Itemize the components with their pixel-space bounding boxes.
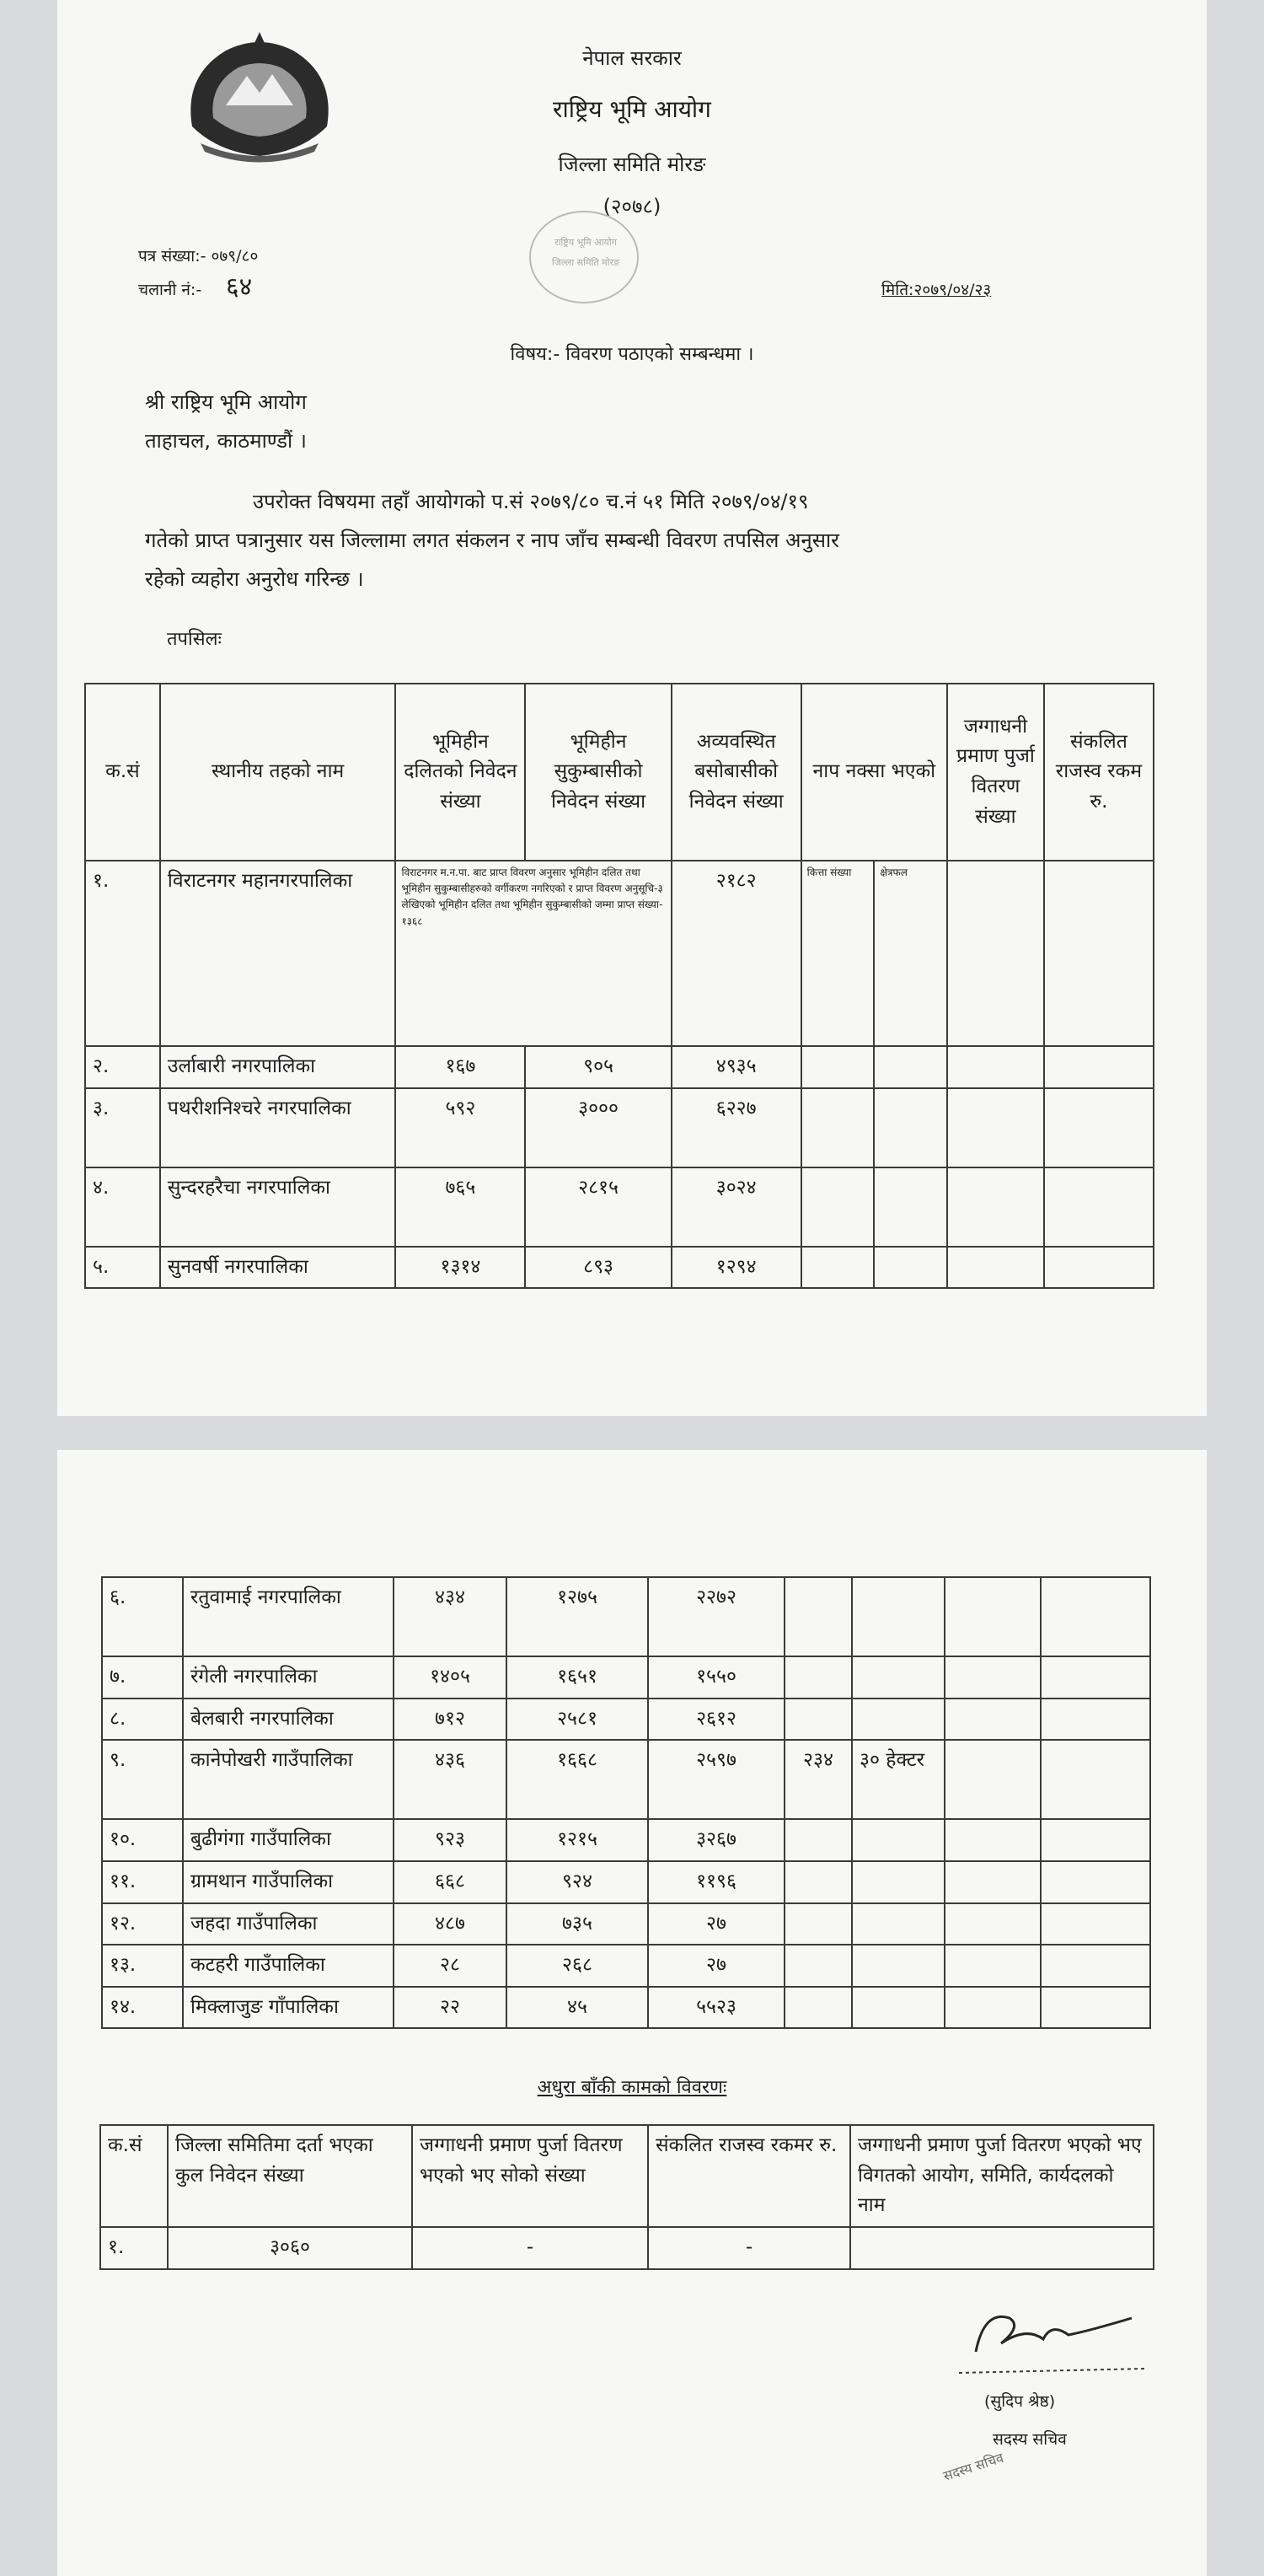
table-row: १४. मिक्लाजुङ गाँपालिका २२ ४५ ५५२३ xyxy=(102,1987,1150,2029)
header-map: नाप नक्सा भएको xyxy=(801,684,947,861)
table-row: २. उर्लाबारी नगरपालिका १६७ ९०५ ४९३५ xyxy=(85,1046,1154,1088)
dispatch-number-label: चलानी नं:- xyxy=(138,281,202,299)
table-header-row xyxy=(85,684,1154,861)
body-text-line-1: उपरोक्त विषयमा तहाँ आयोगको प.सं २०७९/८० च.नं ५१ मिति २०७९/०४/१९ xyxy=(253,490,809,513)
committee-year: (२०७८) xyxy=(603,195,661,218)
table-row: ३. पथरीशनिश्चरे नगरपालिका ५९२ ३००० ६२२७ xyxy=(85,1088,1154,1167)
table-row: ५. सुनवर्षी नगरपालिका १३१४ ८९३ १२९४ xyxy=(85,1247,1154,1289)
header-revenue: संकलित राजस्व रकम रु. xyxy=(1044,684,1154,861)
header-sukumbasi: भूमिहीन सुकुम्बासीको निवेदन संख्या xyxy=(525,684,671,861)
header-sn: क.सं xyxy=(85,684,160,861)
signatory-name: (सुदिप श्रेष्ठ) xyxy=(984,2392,1056,2411)
committee-name: जिल्ला समिति मोरङ xyxy=(558,153,706,176)
government-name: नेपाल सरकार xyxy=(582,46,682,70)
letter-page-2 xyxy=(57,1450,1207,2576)
table-row: ७. रंगेली नगरपालिका १४०५ १६५१ १५५० xyxy=(102,1656,1150,1699)
table-row: ८. बेलबारी नगरपालिका ७१२ २५८१ २६१२ xyxy=(102,1699,1150,1741)
header-dalit: भूमिहीन दलितको निवेदन संख्या xyxy=(395,684,525,861)
table-row: १. ३०६० - - xyxy=(100,2227,1154,2269)
letter-number: पत्र संख्या:- ०७९/८० xyxy=(138,247,259,266)
table-row: ९. कानेपोखरी गाउँपालिका ४३६ १६६८ २५९७ २३४ ३० हेक्टर xyxy=(102,1740,1150,1819)
addressee-line-1: श्री राष्ट्रिय भूमि आयोग xyxy=(145,390,307,414)
tapsil-label: तपसिलः xyxy=(167,629,222,650)
table-row: १. विराटनगर महानगरपालिका विराटनगर म.न.पा. बाट प्राप्त विवरण अनुसार भूमिहीन दलित तथा भूमिहीन सुकुम्बासीहरुको वर्गीकरण नगरिएको र प्राप्त विवरण अनुसूचि-३ लेखिएको भूमिहीन दलित तथा भूमिहीन सुकुम्बासीको जम्मा प्राप्त संख्या- १३६८ २१८२ कित्ता संख्या क्षेत्रफल xyxy=(85,861,1154,1046)
body-text-line-3: रहेको व्यहोरा अनुरोध गरिन्छ । xyxy=(145,567,364,591)
addressee-line-2: ताहाचल, काठमाण्डौं । xyxy=(145,429,307,453)
table-row: १३. कटहरी गाउँपालिका २८ २६८ २७ xyxy=(102,1945,1150,1987)
pending-work-title: अधुरा बाँकी कामको विवरणः xyxy=(537,2077,727,2098)
signatory-title: सदस्य सचिव xyxy=(993,2430,1067,2449)
header-purja: जग्गाधनी प्रमाण पुर्जा वितरण संख्या xyxy=(947,684,1044,861)
details-table-2 xyxy=(101,1576,1151,2029)
details-table-1 xyxy=(84,683,1154,1289)
table-row: १२. जहदा गाउँपालिका ४८७ ७३५ २७ xyxy=(102,1903,1150,1945)
table-row: १०. बुढीगंगा गाउँपालिका ९२३ १२१५ ३२६७ xyxy=(102,1819,1150,1861)
table-row: ६. रतुवामाई नगरपालिका ४३४ १२७५ २२७२ xyxy=(102,1577,1150,1656)
commission-name: राष्ट्रिय भूमि आयोग xyxy=(553,95,711,123)
signature-stamp: सदस्य सचिव xyxy=(941,2450,1006,2484)
header-local-level: स्थानीय तहको नाम xyxy=(160,684,396,861)
dispatch-number-value: ६४ xyxy=(226,272,253,302)
body-text-line-2: गतेको प्राप्त पत्रानुसार यस जिल्लामा लगत संकलन र नाप जाँच सम्बन्धी विवरण तपसिल अनुसार xyxy=(145,529,839,552)
header-abyabasthit: अव्यवस्थित बसोबासीको निवेदन संख्या xyxy=(672,684,801,861)
table-header-row: क.सं जिल्ला समितिमा दर्ता भएका कुल निवेदन संख्या जग्गाधनी प्रमाण पुर्जा वितरण भएको भए सोको संख्या संकलित राजस्व रकमर रु. जग्गाधनी प्रमाण पुर्जा वितरण भएको भए विगतको आयोग, समिति, कार्यदलको नाम xyxy=(100,2125,1154,2227)
letter-subject: विषय:- विवरण पठाएको सम्बन्धमा । xyxy=(510,344,754,365)
signature-mark xyxy=(951,2293,1153,2385)
table-row: ४. सुन्दरहरैचा नगरपालिका ७६५ २८१५ ३०२४ xyxy=(85,1167,1154,1247)
letter-page-1 xyxy=(57,0,1207,1416)
office-stamp: राष्ट्रिय भूमि आयोग जिल्ला समिति मोरङ xyxy=(529,211,639,303)
pending-work-table xyxy=(99,2124,1154,2270)
letter-date: मिति:२०७९/०४/२३ xyxy=(881,281,992,299)
table-row: ११. ग्रामथान गाउँपालिका ६६८ ९२४ ११९६ xyxy=(102,1861,1150,1903)
